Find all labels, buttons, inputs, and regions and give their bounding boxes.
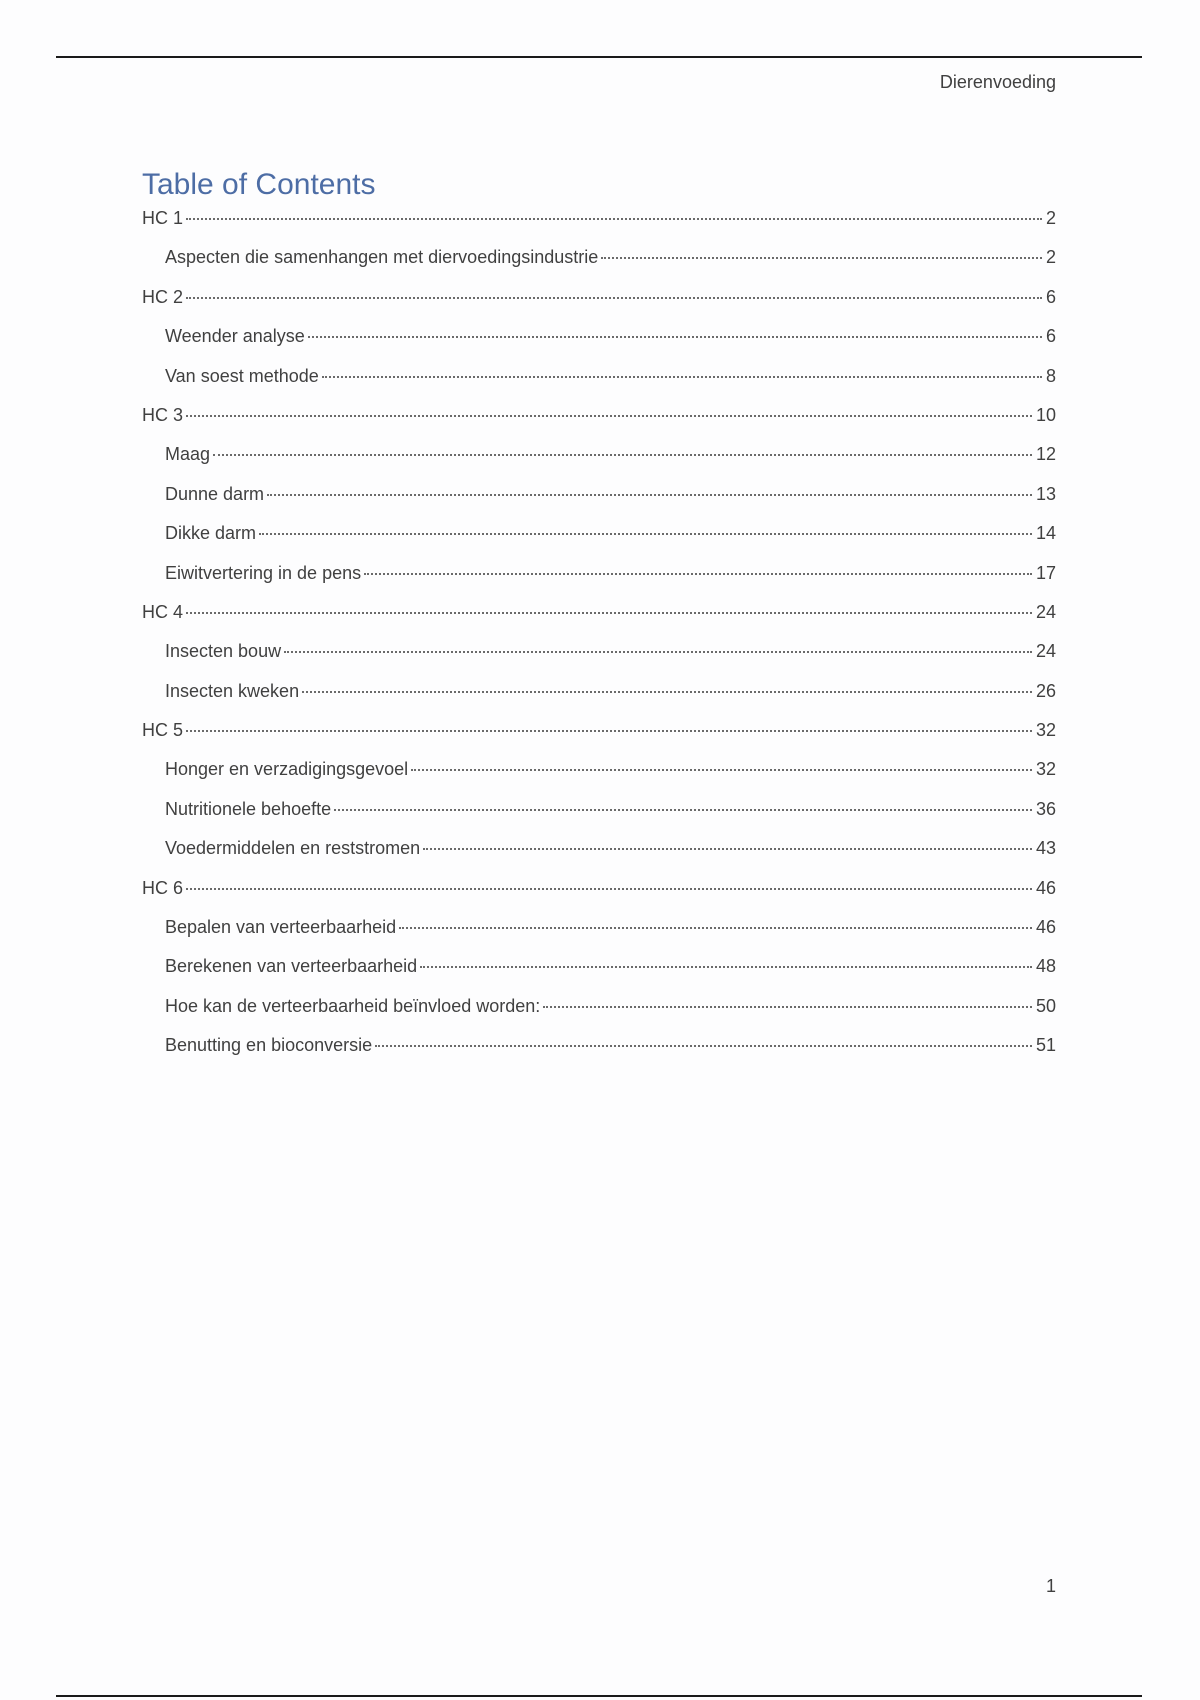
toc-entry-label: Bepalen van verteerbaarheid — [165, 917, 397, 938]
toc-entry-label: Aspecten die samenhangen met diervoedingsindustrie — [165, 247, 599, 268]
toc-entry-label: Berekenen van verteerbaarheid — [165, 956, 418, 977]
page-number: 1 — [1045, 1576, 1056, 1596]
toc-entry-section[interactable] — [142, 444, 1056, 483]
dot-leader — [308, 336, 1042, 338]
toc-entry-page-number: 46 — [1035, 877, 1056, 898]
toc-entry-page-number: 2 — [1045, 208, 1056, 228]
toc-entry-label: HC 6 — [142, 877, 184, 898]
toc-entry-chapter[interactable] — [142, 720, 1056, 759]
toc-entry-page-number: 2 — [1045, 247, 1056, 268]
toc-entry-page-number: 32 — [1035, 720, 1056, 741]
toc-entry-label: Van soest methode — [165, 365, 319, 386]
toc-entry-label: Maag — [165, 444, 211, 465]
toc-entry-label: HC 2 — [142, 286, 184, 307]
toc-entry-label: HC 5 — [142, 720, 184, 741]
toc-entry-chapter[interactable] — [142, 405, 1056, 444]
table-of-contents — [142, 208, 1056, 1075]
toc-entry-label: Eiwitvertering in de pens — [165, 562, 362, 583]
toc-entry-section[interactable] — [142, 563, 1056, 602]
dot-leader — [284, 651, 1032, 653]
toc-entry-page-number: 51 — [1035, 1035, 1056, 1056]
toc-entry-label: HC 1 — [142, 208, 184, 228]
dot-leader — [322, 376, 1042, 378]
dot-leader — [601, 257, 1042, 259]
toc-entry-label: Nutritionele behoefte — [165, 798, 332, 819]
toc-entry-section[interactable] — [142, 799, 1056, 838]
toc-entry-page-number: 46 — [1035, 917, 1056, 938]
toc-entry-chapter[interactable] — [142, 208, 1056, 247]
toc-entry-label: HC 4 — [142, 601, 184, 622]
toc-entry-page-number: 32 — [1035, 759, 1056, 780]
toc-entry-page-number: 6 — [1045, 326, 1056, 347]
toc-entry-section[interactable] — [142, 484, 1056, 523]
toc-entry-chapter[interactable] — [142, 287, 1056, 326]
toc-entry-label: Benutting en bioconversie — [165, 1035, 373, 1056]
toc-entry-section[interactable] — [142, 838, 1056, 877]
toc-entry-section[interactable] — [142, 366, 1056, 405]
toc-entry-page-number: 48 — [1035, 956, 1056, 977]
dot-leader — [543, 1006, 1032, 1008]
toc-entry-label: HC 3 — [142, 404, 184, 425]
toc-heading: Table of Contents — [142, 168, 376, 201]
dot-leader — [302, 691, 1032, 693]
toc-entry-label: Insecten bouw — [165, 641, 282, 662]
dot-leader — [364, 573, 1032, 575]
toc-entry-section[interactable] — [142, 956, 1056, 995]
dot-leader — [399, 927, 1032, 929]
footer-rule — [56, 1695, 1142, 1697]
toc-entry-section[interactable] — [142, 917, 1056, 956]
toc-entry-page-number: 13 — [1035, 483, 1056, 504]
toc-entry-section[interactable] — [142, 523, 1056, 562]
dot-leader — [186, 730, 1032, 732]
toc-entry-section[interactable] — [142, 759, 1056, 798]
toc-entry-label: Weender analyse — [165, 326, 305, 347]
toc-entry-page-number: 43 — [1035, 838, 1056, 859]
running-header: Dierenvoeding — [939, 72, 1056, 92]
toc-entry-section[interactable] — [142, 326, 1056, 365]
toc-entry-page-number: 17 — [1035, 562, 1056, 583]
dot-leader — [186, 297, 1042, 299]
toc-entry-chapter[interactable] — [142, 602, 1056, 641]
toc-entry-page-number: 36 — [1035, 798, 1056, 819]
toc-entry-section[interactable] — [142, 641, 1056, 680]
dot-leader — [375, 1045, 1032, 1047]
toc-entry-section[interactable] — [142, 1035, 1056, 1074]
toc-entry-chapter[interactable] — [142, 878, 1056, 917]
toc-entry-label: Insecten kweken — [165, 680, 300, 701]
toc-entry-page-number: 50 — [1035, 995, 1056, 1016]
toc-entry-page-number: 8 — [1045, 365, 1056, 386]
toc-entry-page-number: 24 — [1035, 641, 1056, 662]
toc-entry-page-number: 6 — [1045, 286, 1056, 307]
toc-entry-page-number: 14 — [1035, 523, 1056, 544]
toc-entry-label: Dunne darm — [165, 483, 265, 504]
dot-leader — [267, 494, 1032, 496]
toc-entry-label: Dikke darm — [165, 523, 257, 544]
dot-leader — [213, 454, 1032, 456]
toc-entry-page-number: 12 — [1035, 444, 1056, 465]
toc-entry-page-number: 24 — [1035, 601, 1056, 622]
toc-entry-label: Honger en verzadigingsgevoel — [165, 759, 409, 780]
dot-leader — [186, 218, 1042, 220]
toc-entry-page-number: 10 — [1035, 404, 1056, 425]
toc-entry-section[interactable] — [142, 996, 1056, 1035]
toc-entry-page-number: 26 — [1035, 680, 1056, 701]
dot-leader — [186, 888, 1032, 890]
dot-leader — [420, 966, 1032, 968]
toc-entry-section[interactable] — [142, 247, 1056, 286]
dot-leader — [259, 533, 1032, 535]
dot-leader — [334, 809, 1032, 811]
toc-entry-section[interactable] — [142, 681, 1056, 720]
toc-entry-label: Voedermiddelen en reststromen — [165, 838, 421, 859]
dot-leader — [411, 769, 1032, 771]
dot-leader — [423, 848, 1032, 850]
toc-entry-label: Hoe kan de verteerbaarheid beïnvloed worden: — [165, 995, 541, 1016]
dot-leader — [186, 612, 1032, 614]
dot-leader — [186, 415, 1032, 417]
header-rule — [56, 56, 1142, 58]
